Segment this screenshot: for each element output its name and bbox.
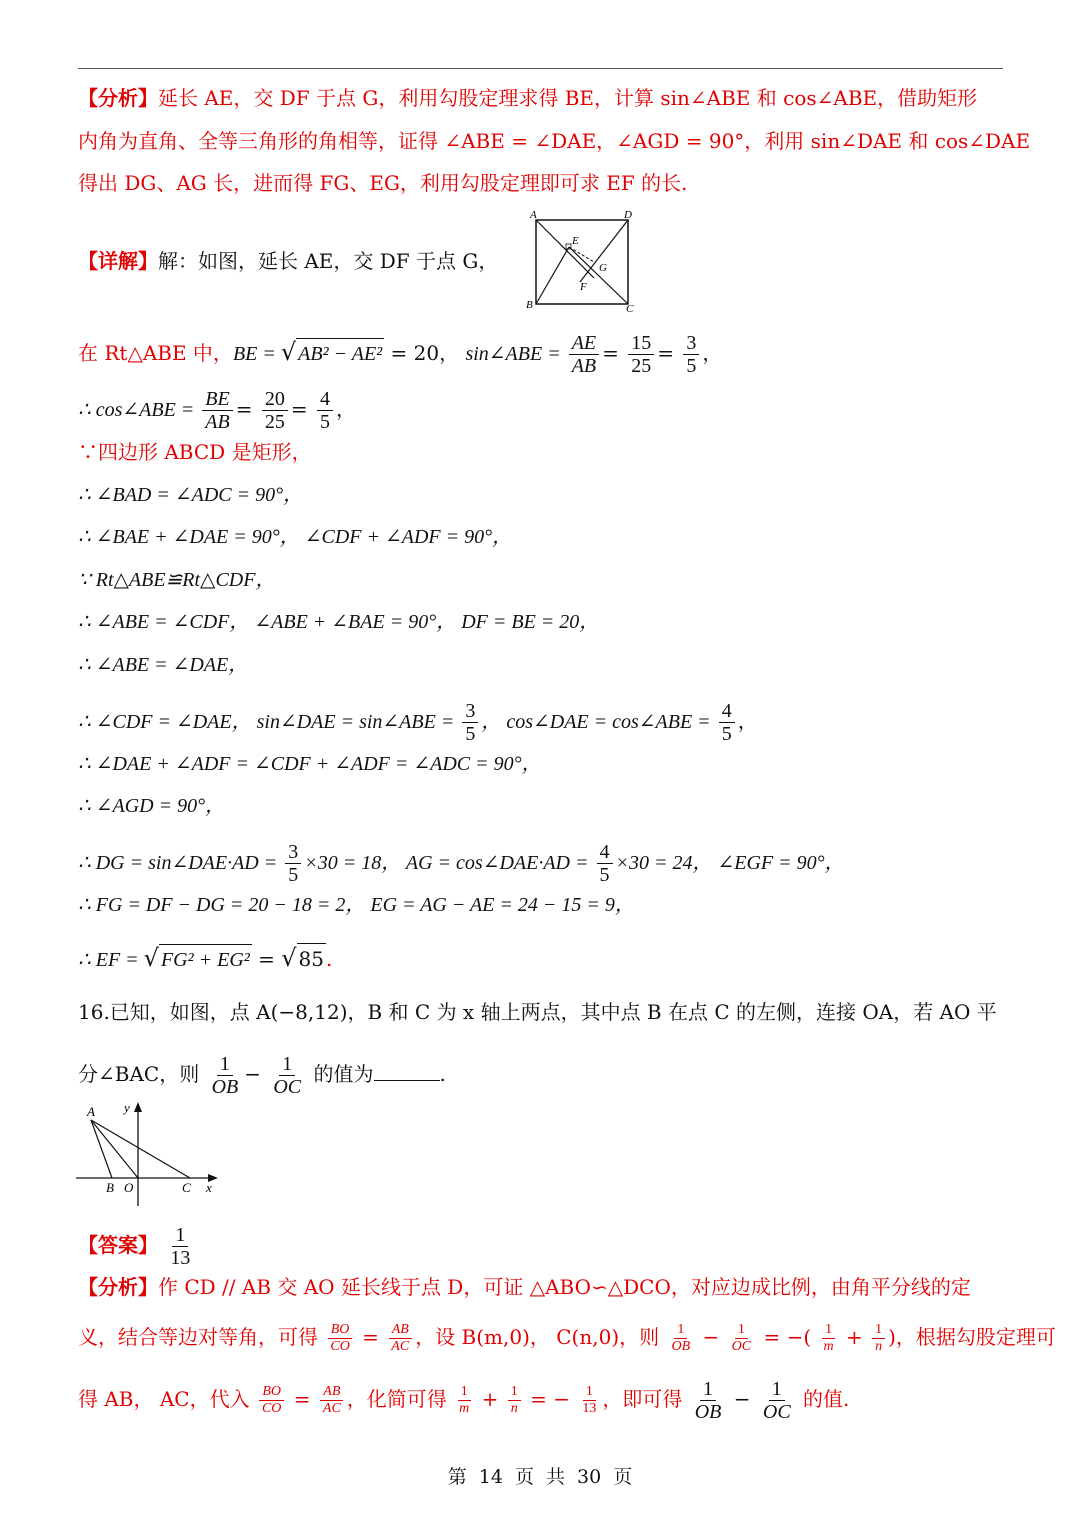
page-footer: 第 14 页 共 30 页 (447, 1466, 633, 1488)
q16-question-line-2: 分∠BAC，则 $\frac{1}{OB}$ − $\frac{1}{OC}$ 的值为 . (78, 1053, 446, 1098)
q15-rectangle-figure (520, 204, 640, 314)
fig-label-b: B (526, 299, 533, 311)
q15-step-14: ∴ EF = √ FG² + EG² = √ 85 . (78, 944, 333, 972)
q15-step-13: ∴ FG = DF − DG = 20 − 18 = 2， EG = AG − AE = 24 − 15 = 9， (78, 894, 635, 916)
q16-analysis-line-1: 【分析】作 CD // AB 交 AO 延长线于点 D，可证 △ABO∽△DCO，对应边成比例，由角平分线的定 (78, 1275, 971, 1299)
q15-step-10: ∴ ∠DAE + ∠ADF = ∠CDF + ∠ADF = ∠ADC = 90°， (78, 753, 542, 775)
fig-label-g: G (599, 262, 607, 274)
q15-step-7: ∴ ∠ABE = ∠CDF， ∠ABE + ∠BAE = 90°， DF = BE = 20， (78, 611, 600, 633)
q16-answer: 【答案】 $\frac{1}{13}$ (78, 1224, 191, 1269)
q15-detail-intro: 【详解】解：如图，延长 AE，交 DF 于点 G， (78, 249, 499, 273)
q15-step-11: ∴ ∠AGD = 90°， (78, 795, 226, 817)
fig16-label-b: B (106, 1180, 114, 1195)
fig-label-c: C (626, 303, 634, 314)
q15-step-9: ∴ ∠CDF = ∠DAE， sin∠DAE = sin∠ABE = $\frac{3}{5}$ ， cos∠DAE = cos∠ABE = $\frac{4}{5}$ ， (78, 700, 758, 745)
fig16-label-o: O (124, 1180, 134, 1195)
q16-axis-figure (76, 1098, 226, 1208)
q15-step-3: ∵四边形 ABCD 是矩形， (78, 440, 312, 464)
q15-step-4: ∴ ∠BAD = ∠ADC = 90°， (78, 484, 304, 506)
fig-label-f: F (580, 281, 587, 293)
q15-analysis-line-3: 得出 DG、AG 长，进而得 FG、EG，利用勾股定理即可求 EF 的长. (78, 171, 688, 195)
q15-step-2: ∴ cos∠ABE = $\frac{BE}{AB}$ = $\frac{20}{25}$ = $\frac{4}{5}$ ， (78, 388, 356, 433)
fig16-label-c: C (182, 1180, 191, 1195)
q16-question-line-1: 16.已知，如图，点 A(−8,12)，B 和 C 为 x 轴上两点，其中点 B 在点 C 的左侧，连接 OA，若 AO 平 (78, 1000, 997, 1024)
fig-label-d: D (624, 209, 632, 221)
fig-label-a: A (530, 209, 537, 221)
q15-step-6: ∵ Rt△ABE≌Rt△CDF， (78, 569, 276, 591)
q16-analysis-line-2: 义，结合等边对等角，可得 $\frac{BO}{CO}$ = $\frac{AB}{AC}$ ，设 B(m,0)， C(n,0)，则 $\frac{1}{OB}$ − $\frac{1}{OC}$ = −( $\frac{1}{m}$ + $\frac{1}{n}$ )，根据勾股定理可 (78, 1322, 1056, 1354)
q15-analysis-line-2: 内角为直角、全等三角形的角相等，证得 ∠ABE = ∠DAE，∠AGD = 90°，利用 sin∠DAE 和 cos∠DAE (78, 129, 1031, 153)
q15-analysis-line-1: 【分析】延长 AE，交 DF 于点 G，利用勾股定理求得 BE，计算 sin∠ABE 和 cos∠ABE，借助矩形 (78, 86, 978, 110)
q15-step-8: ∴ ∠ABE = ∠DAE， (78, 654, 249, 676)
q15-step-5: ∴ ∠BAE + ∠DAE = 90°， ∠CDF + ∠ADF = 90°， (78, 526, 513, 548)
q16-analysis-line-3: 得 AB， AC，代入 $\frac{BO}{CO}$ = $\frac{AB}{AC}$ ，化简可得 $\frac{1}{m}$ + $\frac{1}{n}$ = − $\frac{1}{13}$ ，即可得 $\frac{1}{OB}$ − $\frac{1}{OC}$ 的值. (78, 1378, 850, 1423)
answer-blank (374, 1062, 440, 1081)
q15-step-1: 在 Rt△ABE 中，BE = √ AB² − AE² = 20， sin∠ABE = $\frac{AE}{AB}$ = $\frac{15}{25}$ = $\frac{3}{5}$ ， (78, 332, 723, 377)
q15-step-12: ∴ DG = sin∠DAE·AD = $\frac{3}{5}$ ×30 = 18， AG = cos∠DAE·AD = $\frac{4}{5}$ ×30 = 24， ∠EGF = 90°， (78, 841, 845, 886)
fig-label-e: E (572, 235, 579, 247)
header-rule (78, 68, 1003, 69)
fig16-label-a: A (87, 1104, 95, 1119)
fig16-label-y: y (124, 1100, 130, 1115)
fig16-label-x: x (206, 1180, 212, 1195)
